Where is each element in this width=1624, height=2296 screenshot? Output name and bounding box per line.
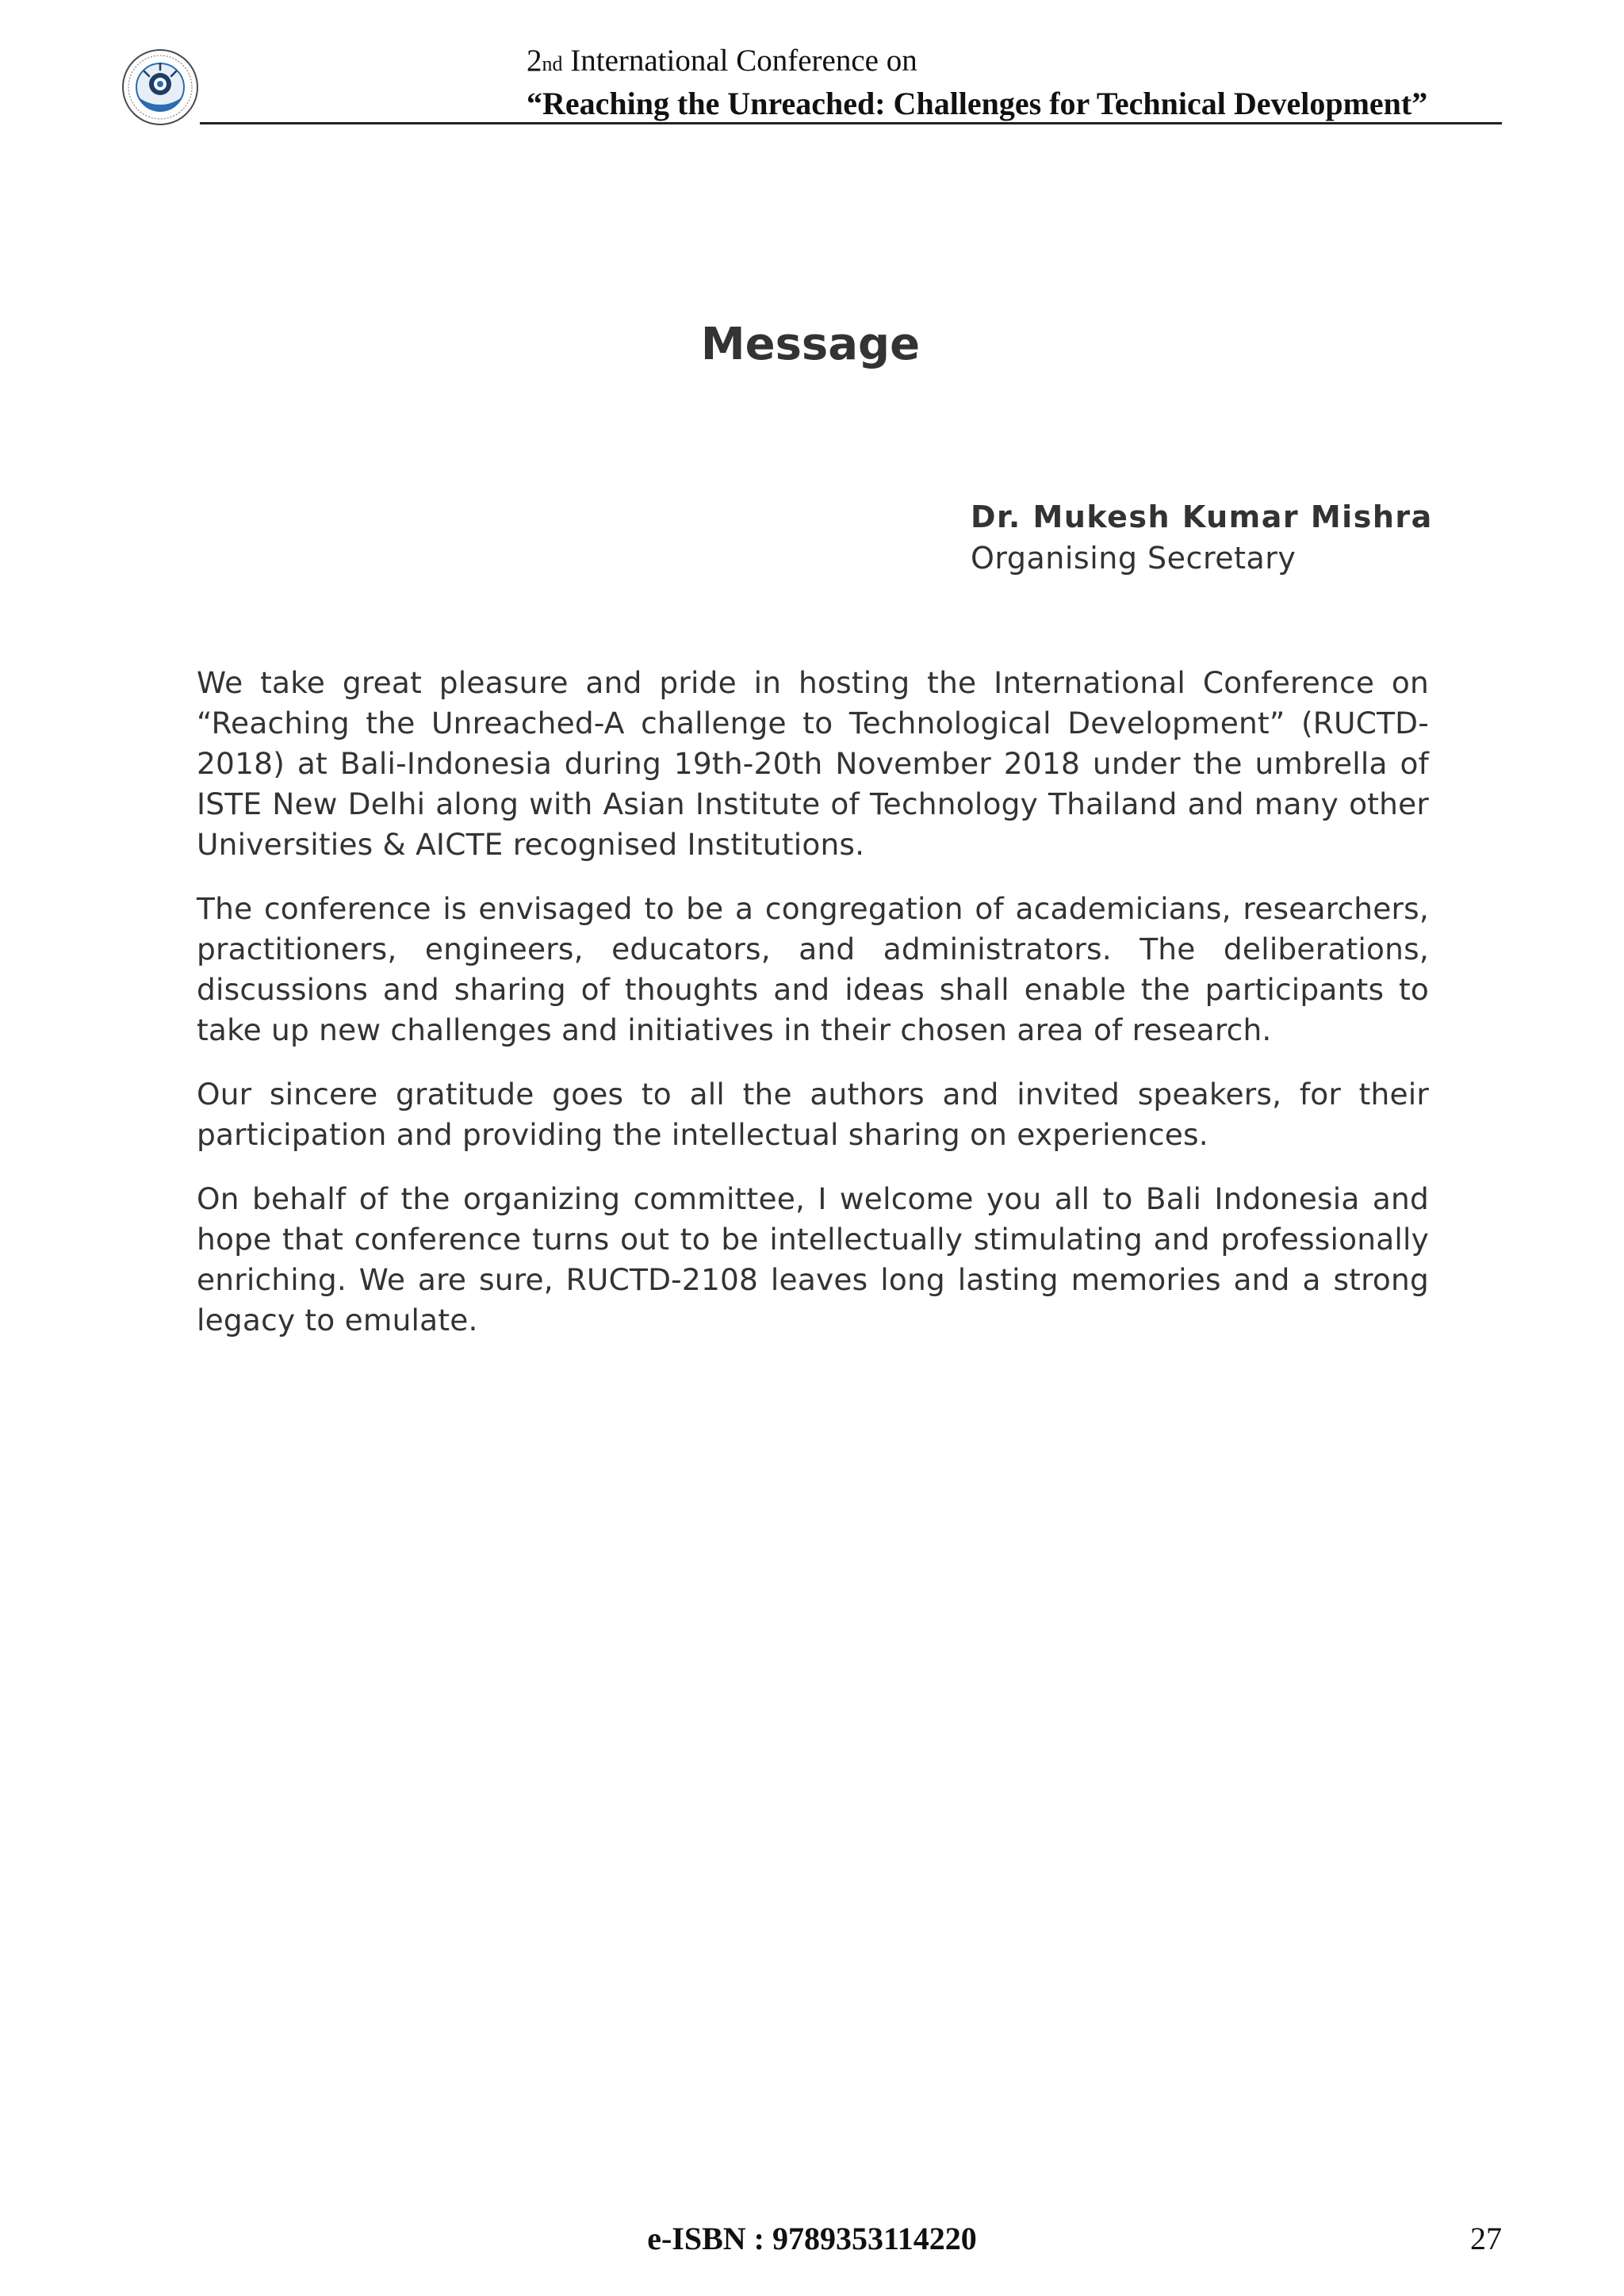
message-paragraph: The conference is envisaged to be a congregation of academicians, researchers, practitioners, engineers, educators, and administrators. The deliberations, discussions and sharing of thoughts and ideas shall enable the participants to take up new challenges and initiatives in their chosen area of research.	[197, 891, 1429, 1047]
header-ordinal-number: 2	[527, 44, 542, 78]
running-header	[527, 41, 1502, 124]
header-conference-line	[527, 41, 1502, 84]
header-divider	[200, 122, 1502, 124]
page-title	[0, 319, 1624, 370]
header-line1-text: International Conference on	[562, 44, 917, 78]
header-theme-line: “Reaching the Unreached: Challenges for Technical Development”	[527, 86, 1428, 121]
message-paragraph: We take great pleasure and pride in hosting the International Conference on “Reaching the Unreached-A challenge to Technological Development” (RUCTD-2018) at Bali-Indonesia during 19th-20th November 2018 under the umbrella of ISTE New Delhi along with Asian Institute of Technology Thailand and many other Universities & AICTE recognised Institutions.	[197, 665, 1429, 862]
page-title-text: Message	[700, 319, 921, 370]
page-number: 27	[1470, 2221, 1502, 2256]
header-ordinal-suffix: nd	[542, 52, 563, 75]
signatory-name: Dr. Mukesh Kumar Mishra	[971, 499, 1433, 534]
conference-seal-icon	[121, 48, 200, 127]
message-paragraph: Our sincere gratitude goes to all the authors and invited speakers, for their participation and providing the intellectual sharing on experiences.	[197, 1077, 1429, 1152]
footer-isbn: e-ISBN : 9789353114220	[647, 2221, 977, 2256]
signatory-role: Organising Secretary	[971, 541, 1297, 576]
signatory-block	[971, 496, 1431, 579]
message-paragraph: On behalf of the organizing committee, I welcome you all to Bali Indonesia and hope that conference turns out to be intellectually stimulating and professionally enriching. We are sure, RUCTD-2108 leaves long lasting memories and a strong legacy to emulate.	[197, 1181, 1429, 1337]
message-body	[197, 663, 1429, 1364]
